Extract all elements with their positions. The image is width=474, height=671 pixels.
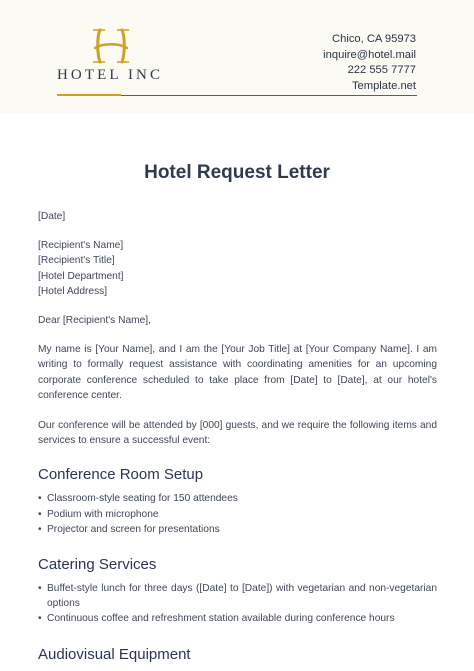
letter-body bbox=[38, 209, 437, 665]
section-heading-catering: Catering Services bbox=[38, 556, 157, 574]
header-rule-accent bbox=[57, 94, 121, 96]
section-heading-audiovisual: Audiovisual Equipment bbox=[38, 645, 191, 663]
recipient-name: [Recipient's Name] bbox=[38, 240, 124, 252]
paragraph-intro: My name is [Your Name], and I am the [Your Job Title] at [Your Company Name]. I am writing to formally request assistance with coordinating amenities for an upcoming corporate conference scheduled to take place from [Date] to [Date], at our hotel's conference center. bbox=[38, 344, 437, 401]
contact-phone: 222 555 7777 bbox=[347, 64, 416, 77]
recipient-block bbox=[38, 238, 437, 299]
recipient-address: [Hotel Address] bbox=[38, 285, 108, 297]
header-rule bbox=[121, 95, 417, 96]
bullet-icon: • bbox=[38, 493, 42, 505]
hotel-logo-icon bbox=[87, 26, 135, 66]
list-item: • Continuous coffee and refreshment station available during conference hours bbox=[38, 611, 437, 626]
list-item: • Projector and screen for presentations bbox=[38, 522, 437, 537]
contact-email[interactable]: inquire@hotel.mail bbox=[323, 48, 416, 61]
document-title: Hotel Request Letter bbox=[144, 162, 330, 183]
section-heading-conference-room: Conference Room Setup bbox=[38, 466, 204, 484]
conference-room-list bbox=[38, 491, 437, 537]
contact-location: Chico, CA 95973 bbox=[332, 33, 416, 45]
catering-list bbox=[38, 581, 437, 627]
recipient-department: [Hotel Department] bbox=[38, 270, 124, 282]
bullet-icon: • bbox=[38, 583, 42, 595]
salutation: Dear [Recipient's Name], bbox=[38, 315, 151, 327]
list-item: • Podium with microphone bbox=[38, 507, 437, 522]
bullet-icon: • bbox=[38, 508, 42, 520]
list-item: • Buffet-style lunch for three days ([Date] to [Date]) with vegetarian and non-vegetarian options bbox=[38, 583, 437, 610]
list-item: • Classroom-style seating for 150 attendees bbox=[38, 491, 437, 506]
company-name: HOTEL INC bbox=[57, 67, 164, 83]
paragraph-requirements: Our conference will be attended by [000] guests, and we require the following items and services to ensure a successful event: bbox=[38, 420, 437, 447]
bullet-icon: • bbox=[38, 523, 42, 535]
contact-block bbox=[323, 32, 416, 94]
letter-date: [Date] bbox=[38, 211, 66, 222]
contact-website[interactable]: Template.net bbox=[351, 79, 416, 92]
letterhead bbox=[0, 0, 474, 113]
recipient-title: [Recipient's Title] bbox=[38, 255, 115, 267]
bullet-icon: • bbox=[38, 613, 42, 625]
